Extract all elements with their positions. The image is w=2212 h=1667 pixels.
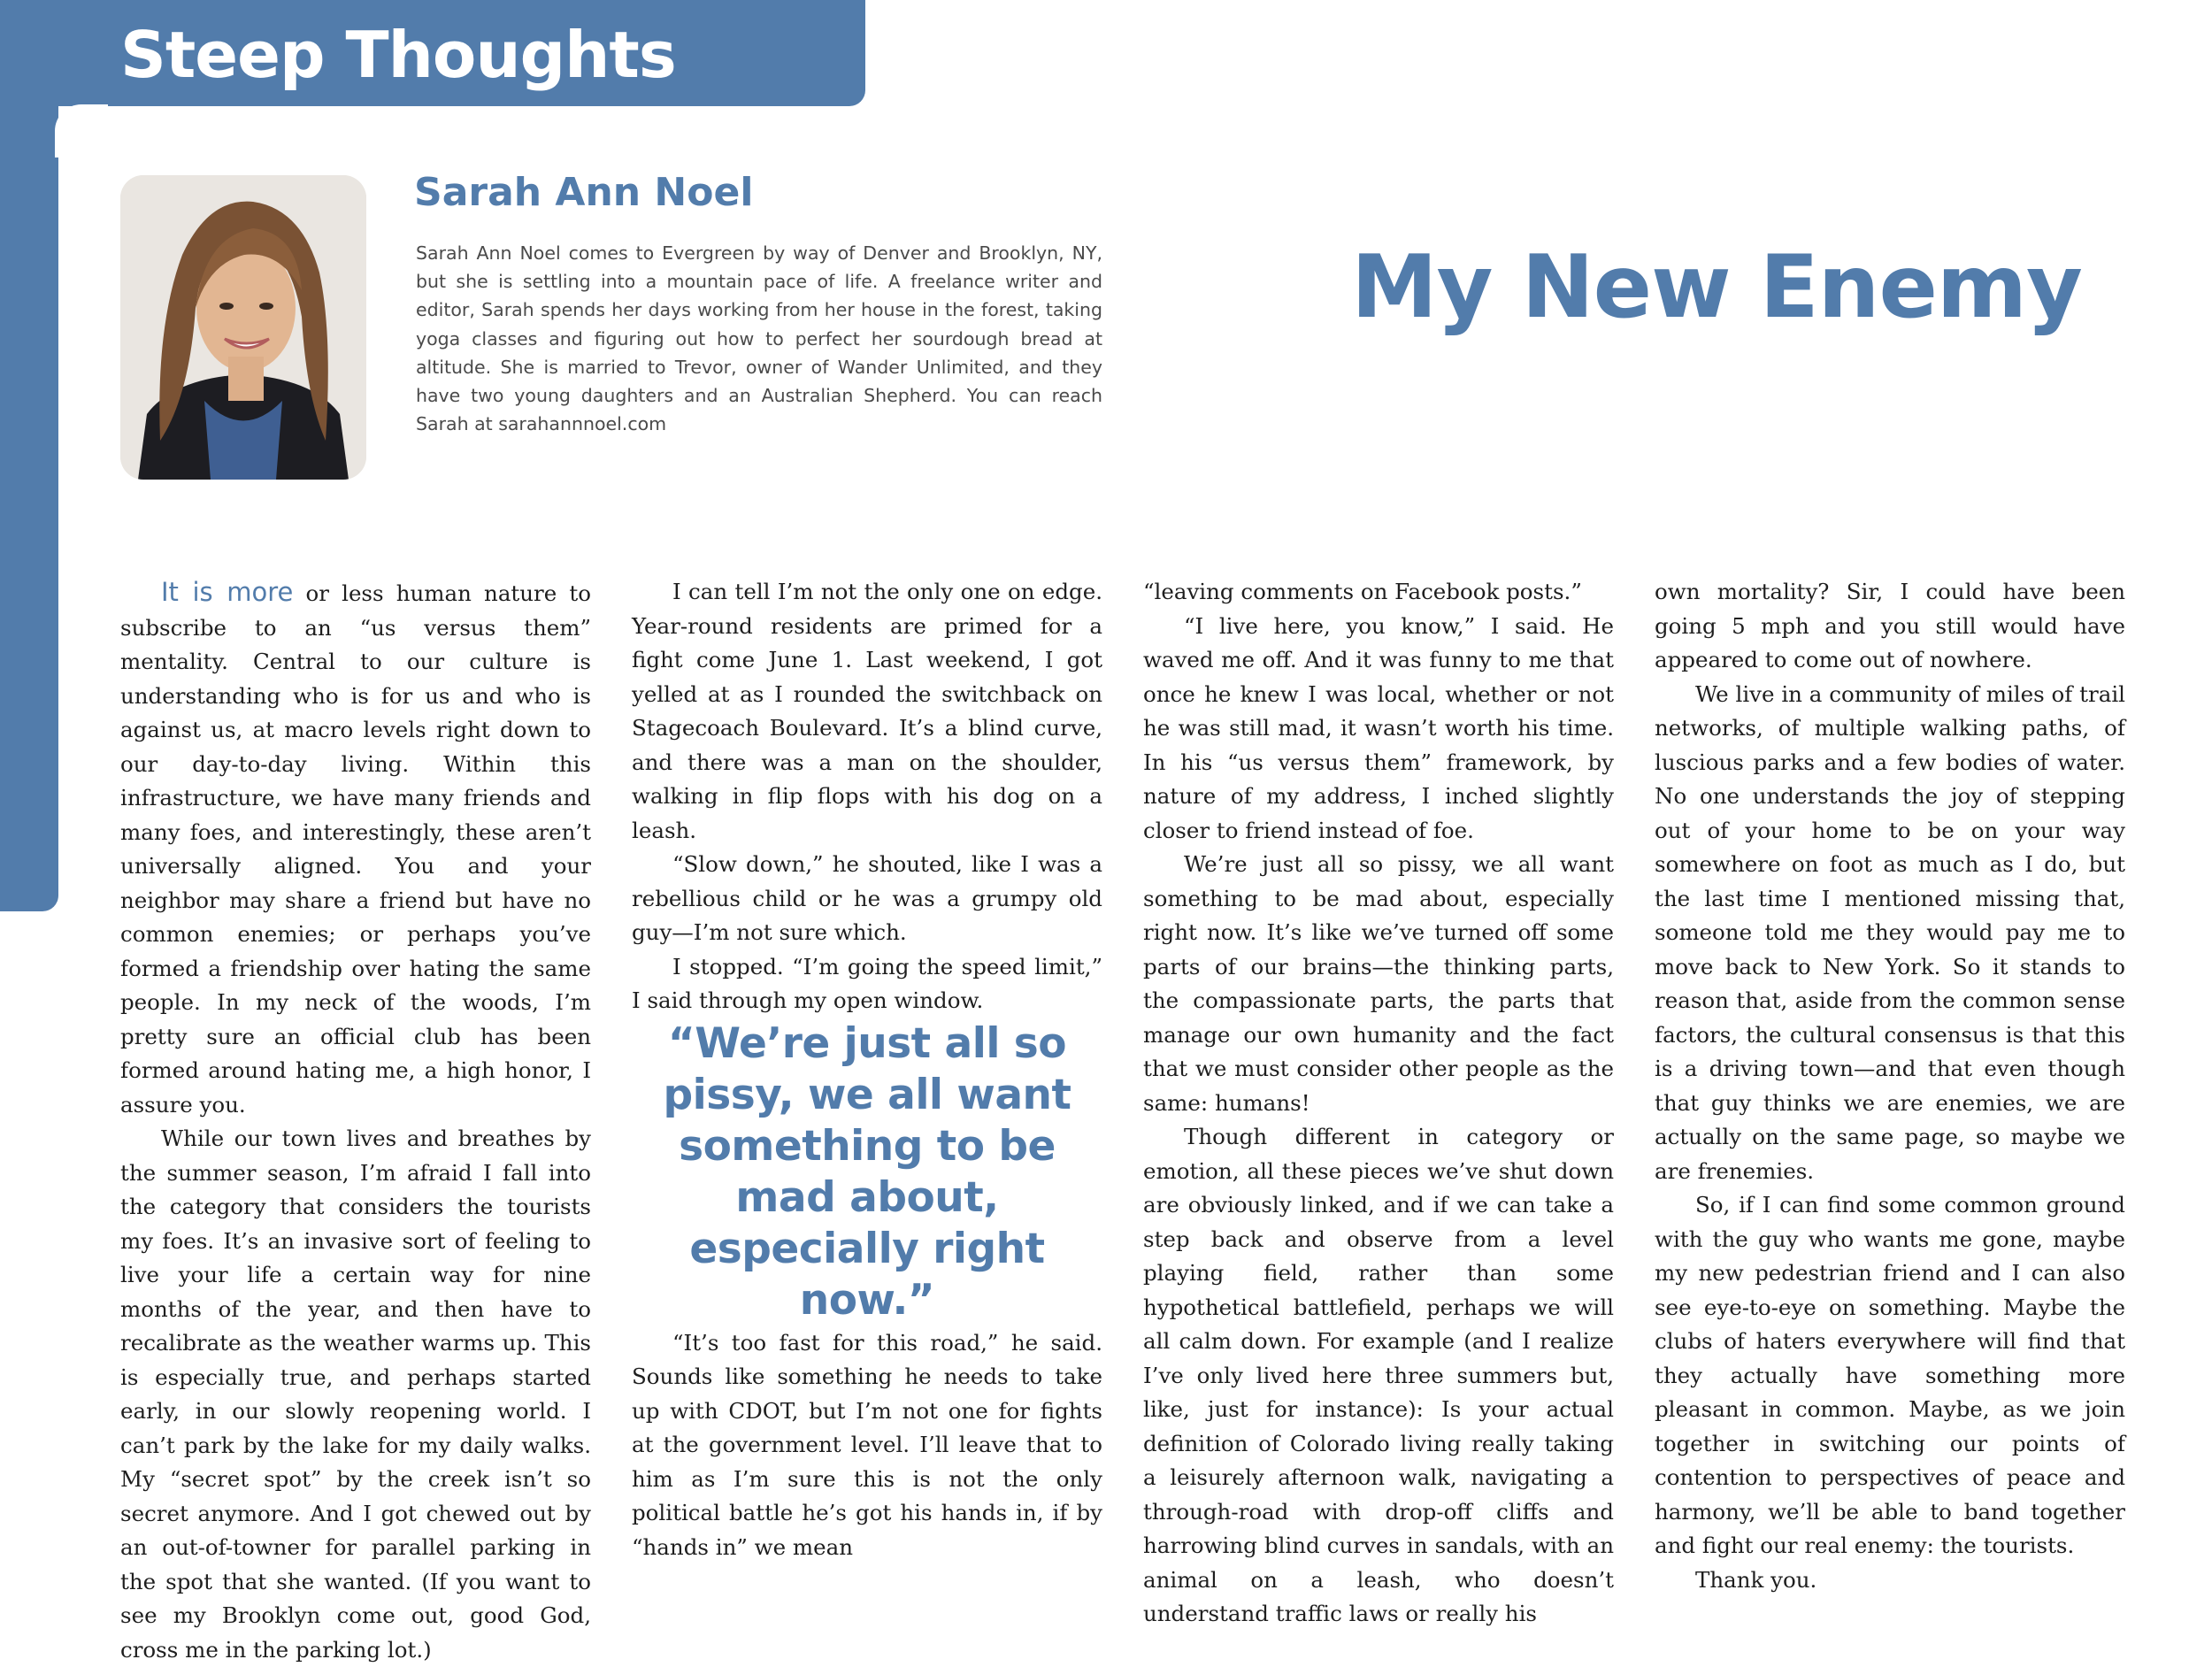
paragraph: “I live here, you know,” I said. He waved me off. And it was funny to me that once he knew I was local, whether or not he was still mad, it wasn’t worth his time. In his “us versus them” framework, by nature of my address, I inched slightly closer to friend instead of foe.	[1143, 612, 1614, 843]
author-name: Sarah Ann Noel	[414, 170, 754, 215]
paragraph: “It’s too fast for this road,” he said. Sounds like something he needs to take up with CDOT, but I’m not one for fights at the government level. I’ll leave that to him as I’m sure this is not the only political battle he’s got his hands in, if by “hands in” we mean	[632, 1329, 1102, 1560]
section-title: Steep Thoughts	[120, 18, 676, 92]
article-column-4	[1655, 575, 2125, 1593]
paragraph: Thank you.	[1695, 1566, 1817, 1593]
paragraph: Though different in category or emotion, all these pieces we’ve shut down are obviously linked, and if we can take a step back and observe from a level playing field, rather than some hypothetical battlefield, perhaps we will all calm down. For example (and I realize I’ve only lived here three summers but, like, just for instance): Is your actual definition of Colorado living really taking a leisurely afternoon walk, navigating a through-road with drop-off cliffs and harrowing blind curves in sandals, with an animal on a leash, who doesn’t understand traffic laws or really his	[1143, 1124, 1614, 1626]
paragraph: I can tell I’m not the only one on edge. Year-round residents are primed for a fight come June 1. Last weekend, I got yelled at as I rounded the switchback on Stagecoach Boulevard. It’s a blind curve, and there was a man on the shoulder, walking in flip flops with his dog on a leash.	[632, 579, 1102, 843]
paragraph: “Slow down,” he shouted, like I was a rebellious child or he was a grumpy old guy—I’m not sure which.	[632, 851, 1102, 945]
article-title: My New Enemy	[1351, 237, 2082, 338]
article-column-2	[632, 575, 1102, 1560]
paragraph: We’re just all so pissy, we all want something to be mad about, especially right now. It’s like we’ve turned off some parts of our brains—the thinking parts, the compassionate parts, the parts that manage our own humanity and the fact that we must consider other people as the same: humans!	[1143, 851, 1614, 1116]
author-bio: Sarah Ann Noel comes to Evergreen by way of Denver and Brooklyn, NY, but she is settling into a mountain pace of life. A freelance writer and editor, Sarah spends her days working from her house in the forest, taking yoga classes and figuring out how to perfect her sourdough bread at altitude. She is married to Trevor, owner of Wander Unlimited, and they have two young daughters and an Australian Shepherd. You can reach Sarah at sarahannnoel.com	[416, 242, 1102, 435]
article-column-3	[1143, 575, 1614, 1626]
paragraph: own mortality? Sir, I could have been going 5 mph and you still would have appeared to come out of nowhere.	[1655, 579, 2125, 672]
pull-quote: “We’re just all so pissy, we all want something to be mad about, especially right now.”	[663, 1018, 1071, 1325]
article-column-1	[120, 575, 591, 1663]
paragraph: We live in a community of miles of trail networks, of multiple walking paths, of luscious parks and a few bodies of water. No one understands the joy of stepping out of your home to be on your way somewhere on foot as much as I do, but the last time I mentioned missing that, someone told me they would pay me to move back to New York. So it stands to reason that, aside from the common sense factors, the cultural consensus is that this is a driving town—and that even though that guy thinks we are enemies, we are actually on the same page, so maybe we are frenemies.	[1655, 680, 2125, 1184]
paragraph: I stopped. “I’m going the speed limit,” I said through my open window.	[632, 953, 1102, 1013]
paragraph: So, if I can find some common ground with the guy who wants me gone, maybe my new pedestrian friend and I can also see eye-to-eye on something. Maybe the clubs of haters everywhere will find that they actually have something more pleasant in common. Maybe, as we join together in switching our points of contention to perspectives of peace and harmony, we’ll be able to band together and fight our real enemy: the tourists.	[1655, 1192, 2125, 1558]
panel-corner	[55, 104, 108, 157]
paragraph: “leaving comments on Facebook posts.”	[1143, 579, 1582, 604]
lead-in: It is more	[161, 577, 294, 607]
paragraph: While our town lives and breathes by the summer season, I’m afraid I fall into the category that considers the tourists my foes. It’s an invasive sort of feeling to live your life a certain way for nine months of the year, and then have to recalibrate as the weather warms up. This is especially true, and perhaps started early, in our slowly reopening world. I can’t park by the lake for my daily walks. My “secret spot” by the creek isn’t so secret anymore. And I got chewed out by an out-of-towner for parallel parking in the spot that she wanted. (If you want to see my Brooklyn come out, good God, cross me in the parking lot.)	[120, 1125, 591, 1663]
paragraph	[120, 575, 591, 1122]
left-accent-bar	[0, 88, 58, 911]
paragraph-text: or less human nature to subscribe to an “us versus them” mentality. Central to our culture is understanding who is for us and who is against us, at macro levels right down to our day-to-day living. Within this infrastructure, we have many friends and many foes, and interestingly, these aren’t universally aligned. You and your neighbor may share a friend but have no common enemies; or perhaps you’ve formed a friendship over hating the same people. In my neck of the woods, I’m pretty sure an official club has been formed around hating me, a high honor, I assure you.	[120, 580, 591, 1118]
author-photo	[120, 175, 366, 480]
